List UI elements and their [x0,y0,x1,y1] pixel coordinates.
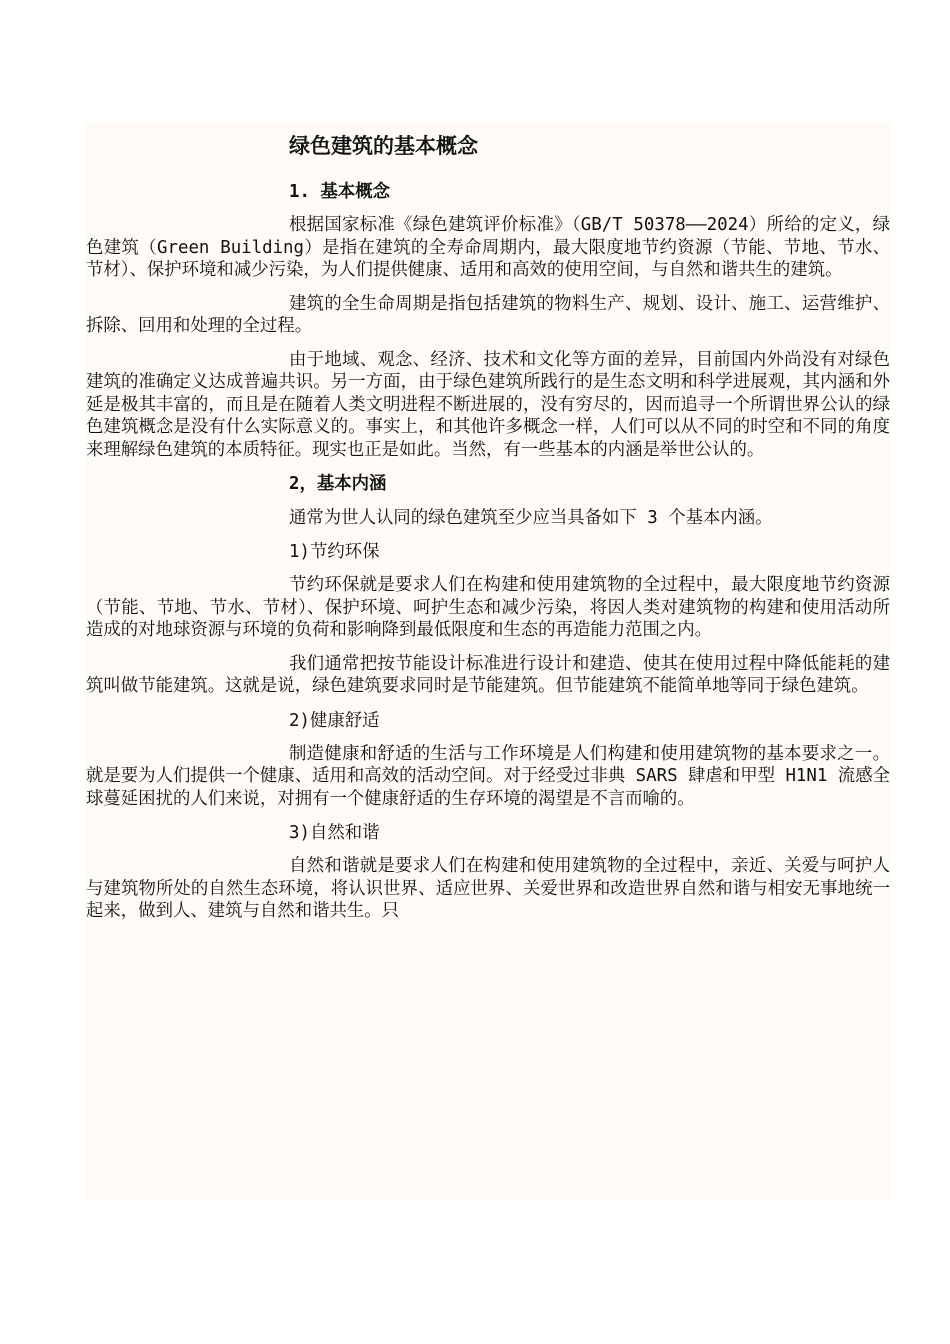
paragraph: 制造健康和舒适的生活与工作环境是人们构建和使用建筑物的基本要求之一。就是要为人们提供一个健康、适用和高效的活动空间。对于经受过非典 SARS 肆虐和甲型 H1N1 流感全球蔓延困扰的人们来说，对拥有一个健康舒适的生存环境的渴望是不言而喻的。 [86,743,890,809]
paragraph: 我们通常把按节能设计标准进行设计和建造、使其在使用过程中降低能耗的建筑叫做节能建筑。这就是说，绿色建筑要求同时是节能建筑。但节能建筑不能简单地等同于绿色建筑。 [86,653,890,696]
item-heading: 3)自然和谐 [289,823,380,843]
item-heading: 1)节约环保 [289,542,380,562]
document-body [86,130,890,934]
section-heading: 2，基本内涵 [289,474,387,494]
paragraph: 自然和谐就是要求人们在构建和使用建筑物的全过程中，亲近、关爱与呵护人与建筑物所处的自然生态环境，将认识世界、适应世界、关爱世界和改造世界自然和谐与相安无事地统一起来，做到人、建筑与自然和谐共生。只 [86,856,890,921]
paragraph: 建筑的全生命周期是指包括建筑的物料生产、规划、设计、施工、运营维护、拆除、回用和处理的全过程。 [86,293,890,336]
section-intro: 通常为世人认同的绿色建筑至少应当具备如下 3 个基本内涵。 [289,508,773,528]
paragraph: 根据国家标准《绿色建筑评价标准》（GB/T 50378——2024）所给的定义，绿色建筑（Green Building）是指在建筑的全寿命周期内，最大限度地节约资源（节能、节地、节水、节材）、保护环境和减少污染，为人们提供健康、适用和高效的使用空间，与自然和谐共生的建筑。 [86,215,890,280]
paragraph: 由于地域、观念、经济、技术和文化等方面的差异，目前国内外尚没有对绿色建筑的准确定义达成普遍共识。另一方面，由于绿色建筑所践行的是生态文明和科学进展观，其内涵和外延是极其丰富的，而且是在随着人类文明进程不断进展的，没有穷尽的，因而追寻一个所谓世界公认的绿色建筑概念是没有什么实际意义的。事实上，和其他许多概念一样，人们可以从不同的时空和不同的角度来理解绿色建筑的本质特征。现实也正是如此。当然，有一些基本的内涵是举世公认的。 [86,349,890,460]
item-heading: 2)健康舒适 [289,710,380,731]
paragraph: 节约环保就是要求人们在构建和使用建筑物的全过程中，最大限度地节约资源（节能、节地、节水、节材）、保护环境、呵护生态和减少污染，将因人类对建筑物的构建和使用活动所造成的对地球资源与环境的负荷和影响降到最低限度和生态的再造能力范围之内。 [86,575,890,640]
document-title: 绿色建筑的基本概念 [289,134,478,158]
section-heading: 1. 基本概念 [289,182,390,202]
